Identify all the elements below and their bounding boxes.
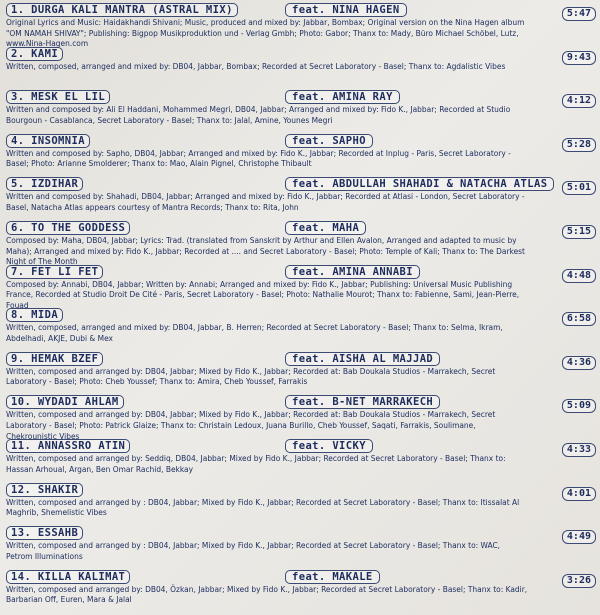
track-header <box>6 177 596 191</box>
track-header <box>6 352 596 366</box>
track-credits: Written and composed by: Shahadi, DB04, Jabbar; Arranged and mixed by: Fido K., Jabbar; Recorded at Atlasi - London, Secret Laboratory - Basel, Natacha Atlas appears courtesy of Mantra Records; Thanx to: Rita, John <box>6 191 525 212</box>
track-title: 4. INSOMNIA <box>6 134 90 148</box>
track-header <box>6 265 596 279</box>
track-credits: Written, composed and arranged by: Seddiq, DB04, Jabbar; Mixed by Fido K., Jabbar; Recorded at Secret Laboratory - Basel; Thanx to: Hassan Arhoual, Argan, Ben Omar Rachid, Bekkay <box>6 452 506 474</box>
track-4 <box>6 134 596 178</box>
track-featuring: feat. ABDULLAH SHAHADI & NATACHA ATLAS <box>285 177 554 191</box>
track-list <box>6 3 596 613</box>
track-title: 12. SHAKIR <box>6 483 83 497</box>
track-header <box>6 439 596 453</box>
track-14 <box>6 570 596 614</box>
track-12 <box>6 483 596 527</box>
track-2 <box>6 47 596 91</box>
track-duration: 4:49 <box>562 530 596 544</box>
track-title: 3. MESK EL LIL <box>6 90 110 104</box>
track-header <box>6 570 596 584</box>
track-1 <box>6 3 596 47</box>
track-featuring: feat. NINA HAGEN <box>285 3 407 17</box>
track-featuring: feat. MAKALE <box>285 570 380 584</box>
track-10 <box>6 395 596 439</box>
track-11 <box>6 439 596 483</box>
track-duration: 4:12 <box>562 94 596 108</box>
track-9 <box>6 352 596 396</box>
track-title: 1. DURGA KALI MANTRA (ASTRAL MIX) <box>6 3 238 17</box>
track-title: 2. KAMI <box>6 47 63 61</box>
track-featuring: feat. VICKY <box>285 439 373 453</box>
track-credits: Composed by: Annabi, DB04, Jabbar; Written by: Annabi; Arranged and mixed by: Fido K., Jabbar; Publishing: Universal Music Publishing France, Recorded at Studio Droit De Cité - Paris, Secret Laboratory - Basel; Photo: Nathalie Mourot; Thanx to: Fabienne, Sami, Jean-Pierre, Fouad <box>6 278 520 310</box>
track-header <box>6 134 596 148</box>
track-title: 10. WYDADI AHLAM <box>6 395 124 409</box>
track-featuring: feat. AISHA AL MAJJAD <box>285 352 440 366</box>
track-duration: 6:58 <box>562 312 596 326</box>
track-duration: 4:33 <box>562 443 596 457</box>
track-duration: 5:09 <box>562 399 596 413</box>
track-8 <box>6 308 596 352</box>
track-featuring: feat. SAPHO <box>285 134 373 148</box>
track-title: 6. TO THE GODDESS <box>6 221 130 235</box>
track-duration: 4:01 <box>562 487 596 501</box>
track-header <box>6 47 596 61</box>
track-credits: Written and composed by: Ali El Haddani, Mohammed Megri, DB04, Jabbar; Arranged and mixed by: Fido K., Jabbar; Recorded at Studio Bourgoun - Casablanca, Secret Laboratory - Basel; Thanx to: Jalal, Amine, Younes Megri <box>6 104 511 125</box>
track-title: 11. ANNASSRO ATIN <box>6 439 130 453</box>
track-duration: 5:15 <box>562 225 596 239</box>
track-title: 8. MIDA <box>6 308 63 322</box>
track-header <box>6 308 596 322</box>
track-13 <box>6 526 596 570</box>
track-header <box>6 395 596 409</box>
track-duration: 5:01 <box>562 181 596 195</box>
track-featuring: feat. AMINA RAY <box>285 90 400 104</box>
track-7 <box>6 265 596 309</box>
track-credits: Composed by: Maha, DB04, Jabbar; Lyrics: Trad. (translated from Sanskrit by Arthur and Ellen Avalon, Arranged and adapted to music by Maha); Arranged and mixed by: Fido K., Jabbar; Recorded at .... and Secret Laboratory - Basel; Photo: Temple of Kali; Thanx to: The Darkest Night of The Month <box>6 234 525 267</box>
track-duration: 5:28 <box>562 138 596 152</box>
track-credits: Written, composed and arranged by: DB04, Özkan, Jabbar; Mixed by Fido K., Jabbar; Recorded at Secret Laboratory - Basel; Thanx to: Kadir, Barbarian Off, Euren, Mara & Jalal <box>6 583 528 605</box>
track-featuring: feat. B-NET MARRAKECH <box>285 395 440 409</box>
track-title: 9. HEMAK BZEF <box>6 352 103 366</box>
track-credits: Written, composed, arranged and mixed by: DB04, Jabbar, Bombax; Recorded at Secret Laboratory - Basel; Thanx to: Agdalistic Vibes <box>6 60 506 71</box>
track-credits: Written, composed and arranged by: DB04, Jabbar; Mixed by Fido K., Jabbar; Recorded at: Bab Doukala Studios - Marrakech, Secret Laboratory - Basel; Photo: Patrick Glaize; Thanx to: Christain Ledoux, Juana Burillo, Cheb Youssef, Saqati, Farrakis, Soulimane, Chekrounistic Vibes <box>6 409 496 441</box>
track-credits: Original Lyrics and Music: Haidakhandi Shivani; Music, produced and mixed by: Jabbar, Bombax; Original version on the Nina Hagen album "OM NAMAH SHIVAY"; Publishing: Bigpop Musikproduktion und - Verlag Gmbh; Photo: Gabor; Thanx to: Mady, Büro Michael Schöbel, Lutz, www.Nina-Hagen.com <box>6 17 525 49</box>
track-header <box>6 221 596 235</box>
track-duration: 9:43 <box>562 51 596 65</box>
track-6 <box>6 221 596 265</box>
track-header <box>6 3 596 17</box>
track-header <box>6 483 596 497</box>
track-3 <box>6 90 596 134</box>
track-credits: Written and composed by: Sapho, DB04, Jabbar; Arranged and mixed by: Fido K., Jabbar; Recorded at Inplug - Paris, Secret Laboratory - Basel; Photo: Arianne Smolderer; Thanx to: Mao, Alain Pignel, Christophe Thibault <box>6 147 511 169</box>
track-duration: 4:48 <box>562 269 596 283</box>
track-title: 7. FET LI FET <box>6 265 103 279</box>
track-credits: Written, composed and arranged by : DB04, Jabbar; Mixed by Fido K., Jabbar; Recorded at Secret Laboratory - Basel; Thanx to: WAC, Petrom Illuminations <box>6 540 501 561</box>
track-credits: Written, composed and arranged by: DB04, Jabbar; Mixed by Fido K., Jabbar; Recorded at: Bab Doukala Studios - Marrakech, Secret Laboratory - Basel; Photo: Cheb Youssef; Thanx to: Amira, Cheb Youssef, Farrakis <box>6 365 496 387</box>
track-duration: 4:36 <box>562 356 596 370</box>
track-header <box>6 526 596 540</box>
track-duration: 5:47 <box>562 7 596 21</box>
track-title: 13. ESSAHB <box>6 526 83 540</box>
track-header <box>6 90 596 104</box>
track-featuring: feat. MAHA <box>285 221 366 235</box>
track-credits: Written, composed, arranged and mixed by: DB04, Jabbar, B. Herren; Recorded at Secret Laboratory - Basel; Thanx to: Selma, Ikram, Abdelhadi, AKJE, Dubi & Mex <box>6 322 503 343</box>
track-credits: Written, composed and arranged by : DB04, Jabbar; Mixed by Fido K., Jabbar; Recorded at Secret Laboratory - Basel; Thanx to: Itissalat Al Maghrib, Shemelistic Vibes <box>6 496 520 518</box>
track-5 <box>6 177 596 221</box>
track-duration: 3:26 <box>562 574 596 588</box>
track-title: 5. IZDIHAR <box>6 177 83 191</box>
track-title: 14. KILLA KALIMAT <box>6 570 130 584</box>
track-featuring: feat. AMINA ANNABI <box>285 265 420 279</box>
